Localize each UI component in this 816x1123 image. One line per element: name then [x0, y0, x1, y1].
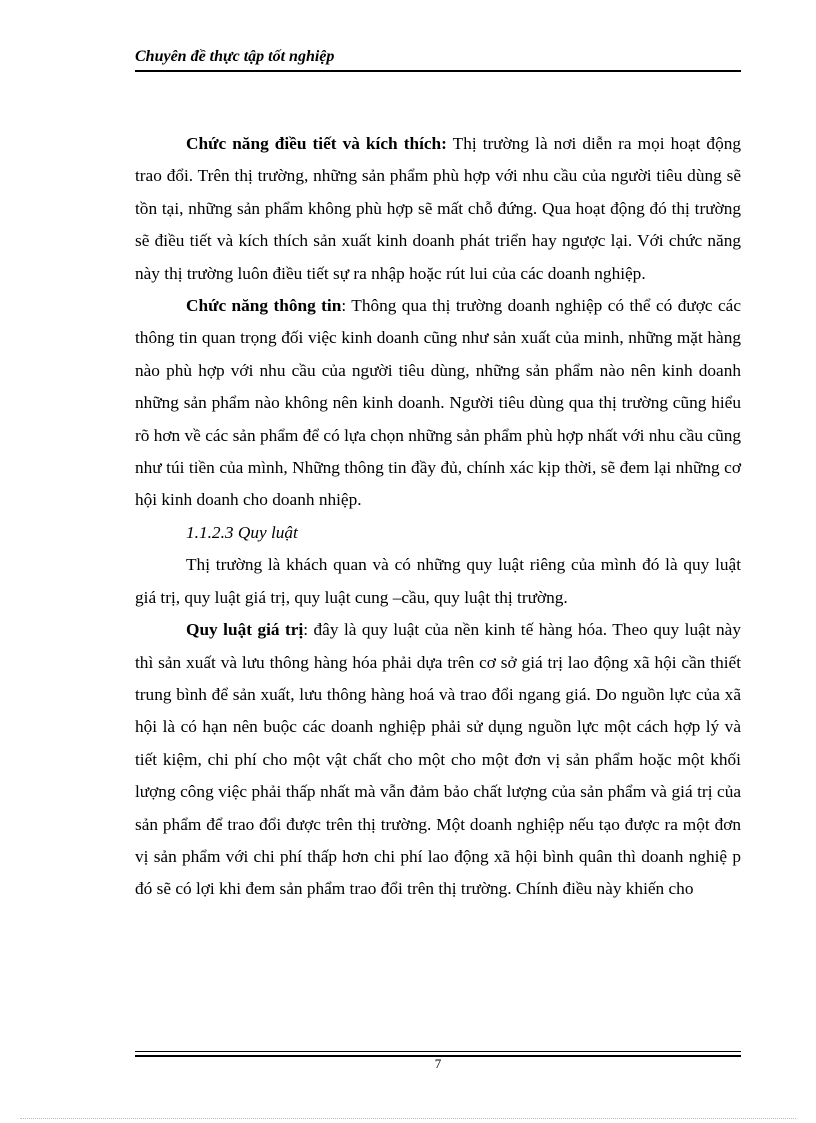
paragraph-market-laws: [135, 549, 741, 614]
paragraph-lead: Chức năng điều tiết và kích thích:: [186, 134, 447, 153]
document-body: [135, 128, 741, 906]
header-divider: [135, 70, 741, 72]
paragraph-lead: Chức năng thông tin: [186, 296, 342, 316]
paragraph-value-law: [135, 614, 741, 906]
paragraph-text: : Thông qua thị trường doanh nghiệp có thể có được các thông tin quan trọng đối việc kinh doanh cũng như sản xuất của minh, những mặt hàng nào phù hợp với nhu cầu của người tiêu dùng, những sản phẩm nào nên kinh doanh những sản phẩm nào không nên kinh doanh. Người tiêu dùng qua thị trường cũng hiểu rõ hơn về các sản phẩm để có lựa chọn những sản phẩm phù hợp nhất với nhu cầu cũng như túi tiền của mình, Những thông tin đầy đủ, chính xác kịp thời, sẽ đem lại những cơ hội kinh doanh cho doanh nhiệp.: [135, 296, 741, 510]
paragraph-regulation-function: [135, 128, 741, 290]
page-bottom-border: [20, 1118, 796, 1119]
page-number: 7: [434, 1056, 442, 1071]
section-subheading: 1.1.2.3 Quy luật: [186, 522, 298, 542]
footer-divider: [135, 1051, 741, 1052]
paragraph-lead: Quy luật giá trị: [186, 620, 304, 640]
paragraph-text: Thị trường là nơi diễn ra mọi hoạt động trao đổi. Trên thị trường, những sản phẩm phù hợp với nhu cầu của người tiêu dùng sẽ tồn tại, những sản phẩm không phù hợp sẽ mất chỗ đứng. Qua hoạt động đó thị trường sẽ điều tiết và kích thích sản xuất kinh doanh phát triển hay ngược lại. Với chức năng này thị trường luôn điều tiết sự ra nhập hoặc rút lui của các doanh nghiệp.: [135, 134, 741, 283]
paragraph-text: Thị trường là khách quan và có những quy luật riêng của mình đó là quy luật giá trị, quy luật giá trị, quy luật cung –cầu, quy luật thị trường.: [135, 555, 741, 607]
paragraph-information-function: [135, 290, 741, 517]
paragraph-text: : đây là quy luật của nền kinh tế hàng hóa. Theo quy luật này thì sản xuất và lưu thông hàng hóa phải dựa trên cơ sở giá trị lao động xã hội cần thiết trung bình để sản xuất, lưu thông hàng hoá và trao đổi ngang giá. Do nguồn lực của xã hội là có hạn nên buộc các doanh nghiệp phải sử dụng nguồn lực một cách hợp lý và tiết kiệm, chi phí cho một vật chất cho một cho một đơn vị sản phẩm hoặc một khối lượng công việc phải thấp nhất mà vẫn đảm bảo chất lượng của sản phẩm và giá trị của sản phẩm để trao đổi được trên thị trường. Một doanh nghiệp nếu tạo được ra một đơn vị sản phẩm với chi phí thấp hơn chi phí lao động xã hội bình quân thì doanh nghiệ p đó sẽ có lợi khi đem sản phẩm trao đổi trên thị trường. Chính điều này khiến cho: [135, 620, 741, 899]
page-header-title: Chuyên đề thực tập tốt nghiệp: [135, 48, 335, 65]
